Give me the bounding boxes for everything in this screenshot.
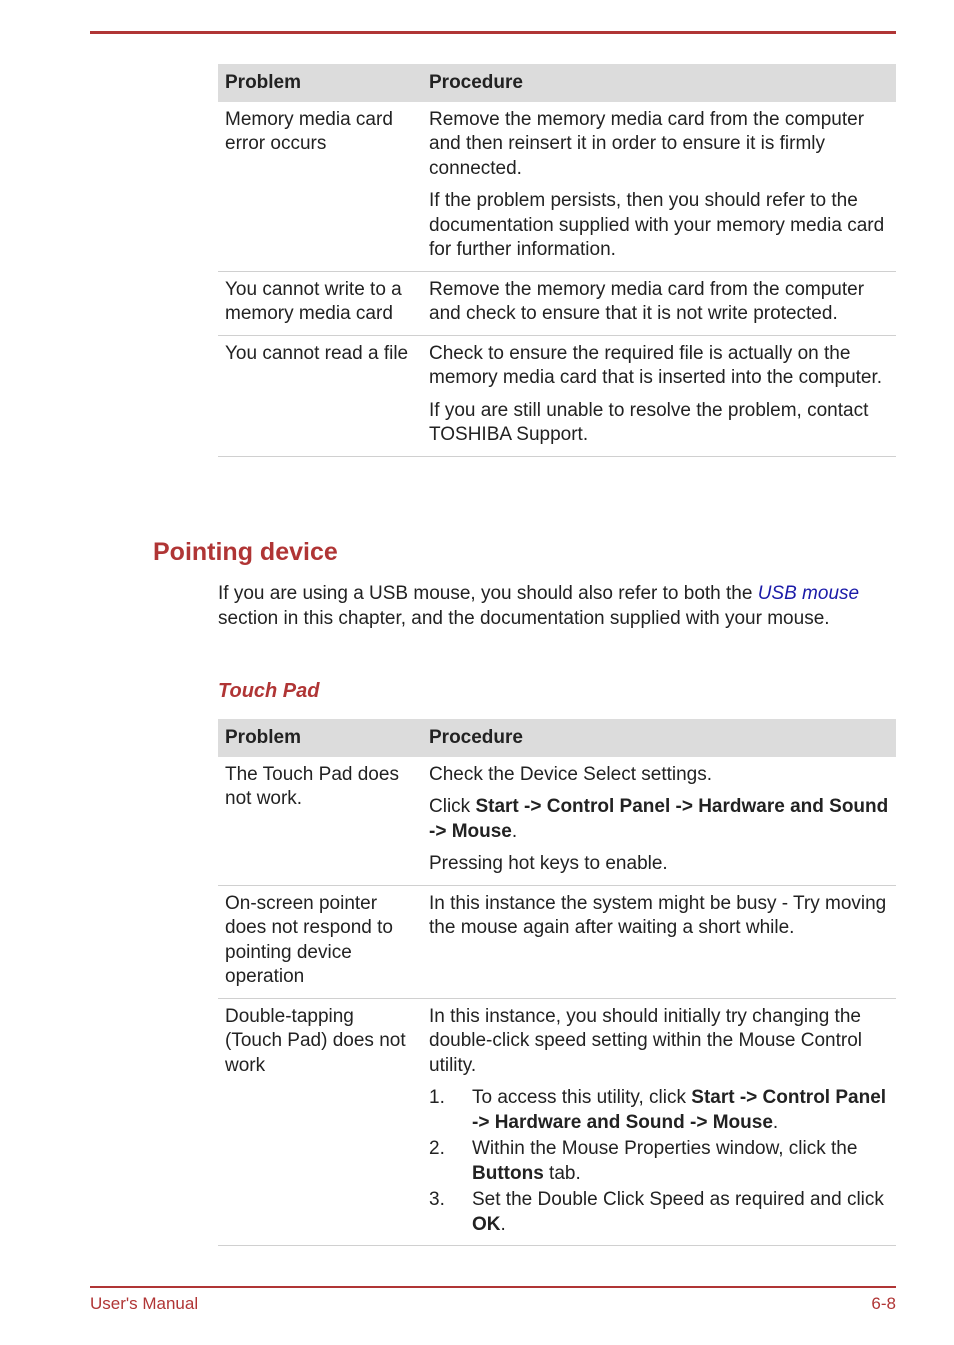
table-row — [218, 102, 896, 272]
header-rule — [90, 31, 896, 34]
table-row — [218, 998, 896, 1246]
footer-rule — [90, 1286, 896, 1288]
step-bold-text: OK — [472, 1213, 501, 1235]
step-text: Within the Mouse Properties window, click the — [472, 1138, 858, 1159]
procedure-text — [429, 795, 890, 844]
list-item — [429, 1086, 890, 1135]
page-number: 6-8 — [871, 1294, 896, 1313]
intro-text: section in this chapter, and the documentation supplied with your mouse. — [218, 607, 830, 629]
problem-cell: On-screen pointer does not respond to pointing device operation — [218, 885, 422, 998]
step-number: 2. — [429, 1138, 445, 1159]
step-text: tab. — [543, 1162, 581, 1184]
procedure-text: If the problem persists, then you should refer to the documentation supplied with your memory media card for further information. — [429, 190, 885, 260]
table-row — [218, 757, 896, 886]
problem-cell: Memory media card error occurs — [218, 102, 422, 272]
procedure-text-part: Click — [429, 796, 476, 817]
step-number: 3. — [429, 1189, 445, 1210]
step-bold-text: Buttons — [472, 1162, 544, 1184]
usb-mouse-link[interactable]: USB mouse — [757, 583, 860, 604]
procedure-text: Check to ensure the required file is actually on the memory media card that is inserted into the computer. — [429, 342, 883, 388]
table-row — [218, 271, 896, 335]
procedure-text: If you are still unable to resolve the problem, contact TOSHIBA Support. — [429, 399, 869, 445]
procedure-cell — [422, 885, 896, 998]
step-bold-text: Start -> Control Panel -> Hardware and Sound -> Mouse — [472, 1087, 887, 1133]
steps-list — [429, 1086, 890, 1237]
step-text: . — [772, 1111, 779, 1133]
table-row — [218, 885, 896, 998]
step-number: 1. — [429, 1087, 445, 1108]
table-header-row — [218, 64, 896, 102]
procedure-text: Check the Device Select settings. — [429, 763, 713, 785]
intro-text: If you are using a USB mouse, you should also refer to both the — [218, 583, 758, 604]
column-header-problem: Problem — [218, 719, 422, 757]
problem-cell: The Touch Pad does not work. — [218, 757, 422, 886]
procedure-text-part: . — [511, 820, 518, 842]
procedure-text: In this instance, you should initially try changing the double-click speed setting within the Mouse Control utility. — [429, 1005, 863, 1076]
column-header-procedure: Procedure — [422, 719, 896, 757]
table-row — [218, 335, 896, 456]
list-item — [429, 1188, 890, 1237]
step-text: Set the Double Click Speed as required and click — [472, 1189, 884, 1210]
procedure-cell — [422, 335, 896, 456]
procedure-text: Remove the memory media card from the computer and then reinsert it in order to ensure it is firmly connected. — [429, 108, 865, 179]
section-intro — [218, 582, 896, 631]
touch-pad-trouble-table — [218, 719, 896, 1246]
problem-cell: You cannot read a file — [218, 335, 422, 456]
procedure-cell — [422, 102, 896, 272]
procedure-text: Pressing hot keys to enable. — [429, 853, 668, 874]
step-text: . — [500, 1213, 506, 1235]
procedure-text: In this instance the system might be busy - Try moving the mouse again after waiting a short while. — [429, 892, 887, 938]
table-header-row — [218, 719, 896, 757]
column-header-procedure: Procedure — [422, 64, 896, 102]
procedure-cell — [422, 757, 896, 886]
procedure-text: Remove the memory media card from the computer and check to ensure that it is not write protected. — [429, 278, 865, 324]
memory-card-trouble-table — [218, 64, 896, 457]
problem-cell: You cannot write to a memory media card — [218, 271, 422, 335]
section-title: Pointing device — [153, 538, 338, 566]
footer-title: User's Manual — [90, 1294, 199, 1313]
subsection-title: Touch Pad — [218, 680, 320, 702]
step-text: To access this utility, click — [472, 1087, 692, 1108]
procedure-cell — [422, 271, 896, 335]
menu-path: Start -> Control Panel -> Hardware and Sound -> Mouse — [429, 796, 889, 842]
procedure-cell — [422, 998, 896, 1246]
list-item — [429, 1137, 890, 1186]
problem-cell: Double-tapping (Touch Pad) does not work — [218, 998, 422, 1246]
column-header-problem: Problem — [218, 64, 422, 102]
